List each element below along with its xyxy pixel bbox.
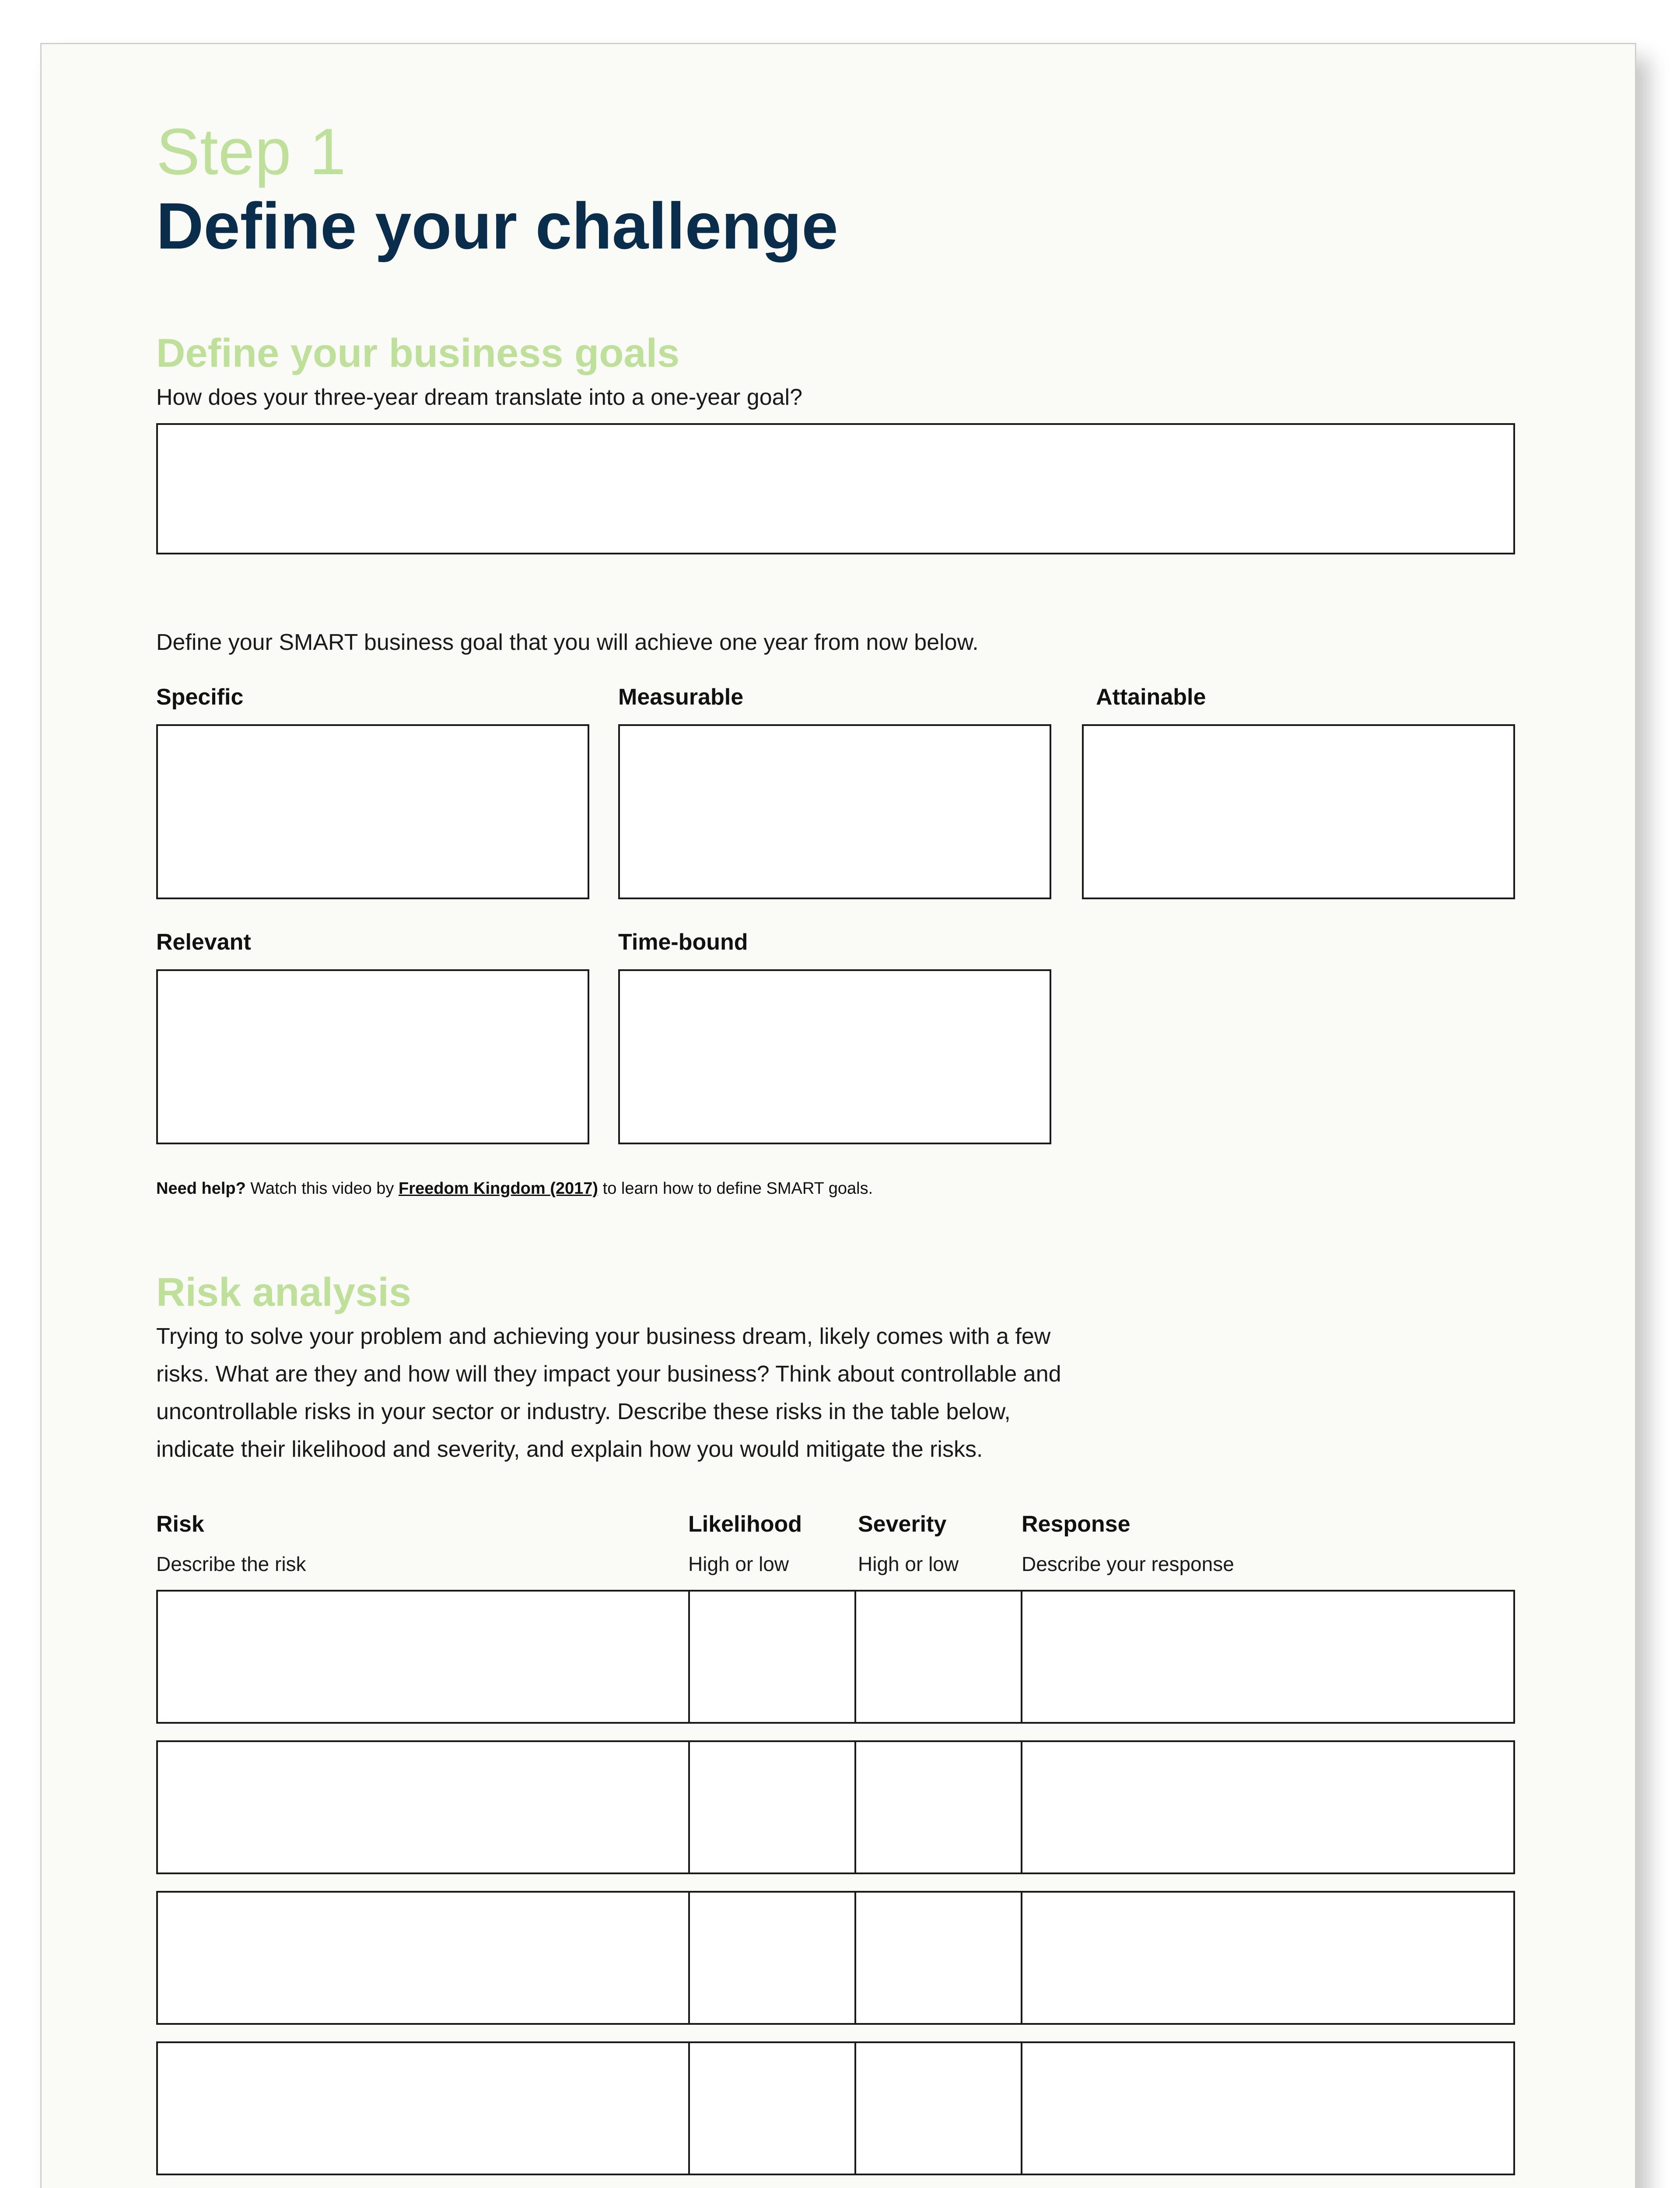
- attainable-label: Attainable: [1096, 684, 1206, 710]
- response-cell[interactable]: [1021, 1742, 1513, 1872]
- risk-cell[interactable]: [158, 2043, 688, 2174]
- time-bound-field[interactable]: [618, 969, 1051, 1144]
- measurable-label: Measurable: [618, 684, 744, 710]
- step-label: Step 1: [156, 115, 346, 188]
- specific-field[interactable]: [156, 724, 589, 899]
- likelihood-cell[interactable]: [688, 2043, 856, 2174]
- one-year-goal-field[interactable]: [156, 423, 1515, 554]
- response-cell[interactable]: [1021, 1592, 1513, 1722]
- severity-column-title: Severity: [858, 1511, 947, 1537]
- risk-column-hint: Describe the risk: [156, 1553, 306, 1575]
- risk-description-line: Trying to solve your problem and achieving your business dream, likely comes with a few: [156, 1324, 1051, 1349]
- risk-table-row: [156, 1590, 1515, 1724]
- specific-label: Specific: [156, 684, 244, 710]
- response-column-hint: Describe your response: [1022, 1553, 1234, 1575]
- document-page: [40, 43, 1636, 2188]
- response-cell[interactable]: [1021, 1893, 1513, 2023]
- measurable-field[interactable]: [618, 724, 1051, 899]
- page-title: Define your challenge: [156, 189, 838, 263]
- risk-description-line: indicate their likelihood and severity, and explain how you would mitigate the risks.: [156, 1437, 983, 1462]
- help-note: [156, 1180, 873, 1197]
- help-lead: Need help?: [156, 1179, 246, 1198]
- help-text-before: Watch this video by: [245, 1179, 399, 1198]
- response-cell[interactable]: [1021, 2043, 1513, 2174]
- risk-cell[interactable]: [158, 1742, 688, 1872]
- attainable-field[interactable]: [1082, 724, 1515, 899]
- help-text-after: to learn how to define SMART goals.: [598, 1179, 873, 1198]
- risk-cell[interactable]: [158, 1592, 688, 1722]
- severity-cell[interactable]: [854, 2043, 1022, 2174]
- relevant-label: Relevant: [156, 929, 251, 955]
- risk-table-row: [156, 1891, 1515, 2025]
- risk-table-row: [156, 2041, 1515, 2175]
- risk-description-line: risks. What are they and how will they impact your business? Think about controllable and: [156, 1361, 1061, 1387]
- video-link[interactable]: Freedom Kingdom (2017): [399, 1179, 598, 1198]
- risk-heading: Risk analysis: [156, 1270, 412, 1315]
- likelihood-cell[interactable]: [688, 1592, 856, 1722]
- risk-description: [156, 1318, 1206, 1468]
- severity-column-hint: High or low: [858, 1553, 959, 1575]
- severity-cell[interactable]: [854, 1592, 1022, 1722]
- severity-cell[interactable]: [854, 1742, 1022, 1872]
- goals-heading: Define your business goals: [156, 331, 680, 375]
- time-bound-label: Time-bound: [618, 929, 748, 955]
- smart-intro: Define your SMART business goal that you will achieve one year from now below.: [156, 630, 979, 655]
- risk-column-title: Risk: [156, 1511, 204, 1537]
- likelihood-column-title: Likelihood: [688, 1511, 802, 1537]
- relevant-field[interactable]: [156, 969, 589, 1144]
- risk-cell[interactable]: [158, 1893, 688, 2023]
- likelihood-cell[interactable]: [688, 1742, 856, 1872]
- severity-cell[interactable]: [854, 1893, 1022, 2023]
- likelihood-column-hint: High or low: [688, 1553, 789, 1575]
- risk-description-line: uncontrollable risks in your sector or industry. Describe these risks in the table below,: [156, 1399, 1011, 1424]
- risk-table-row: [156, 1740, 1515, 1874]
- response-column-title: Response: [1022, 1511, 1130, 1537]
- goals-question: How does your three-year dream translate into a one-year goal?: [156, 385, 803, 410]
- likelihood-cell[interactable]: [688, 1893, 856, 2023]
